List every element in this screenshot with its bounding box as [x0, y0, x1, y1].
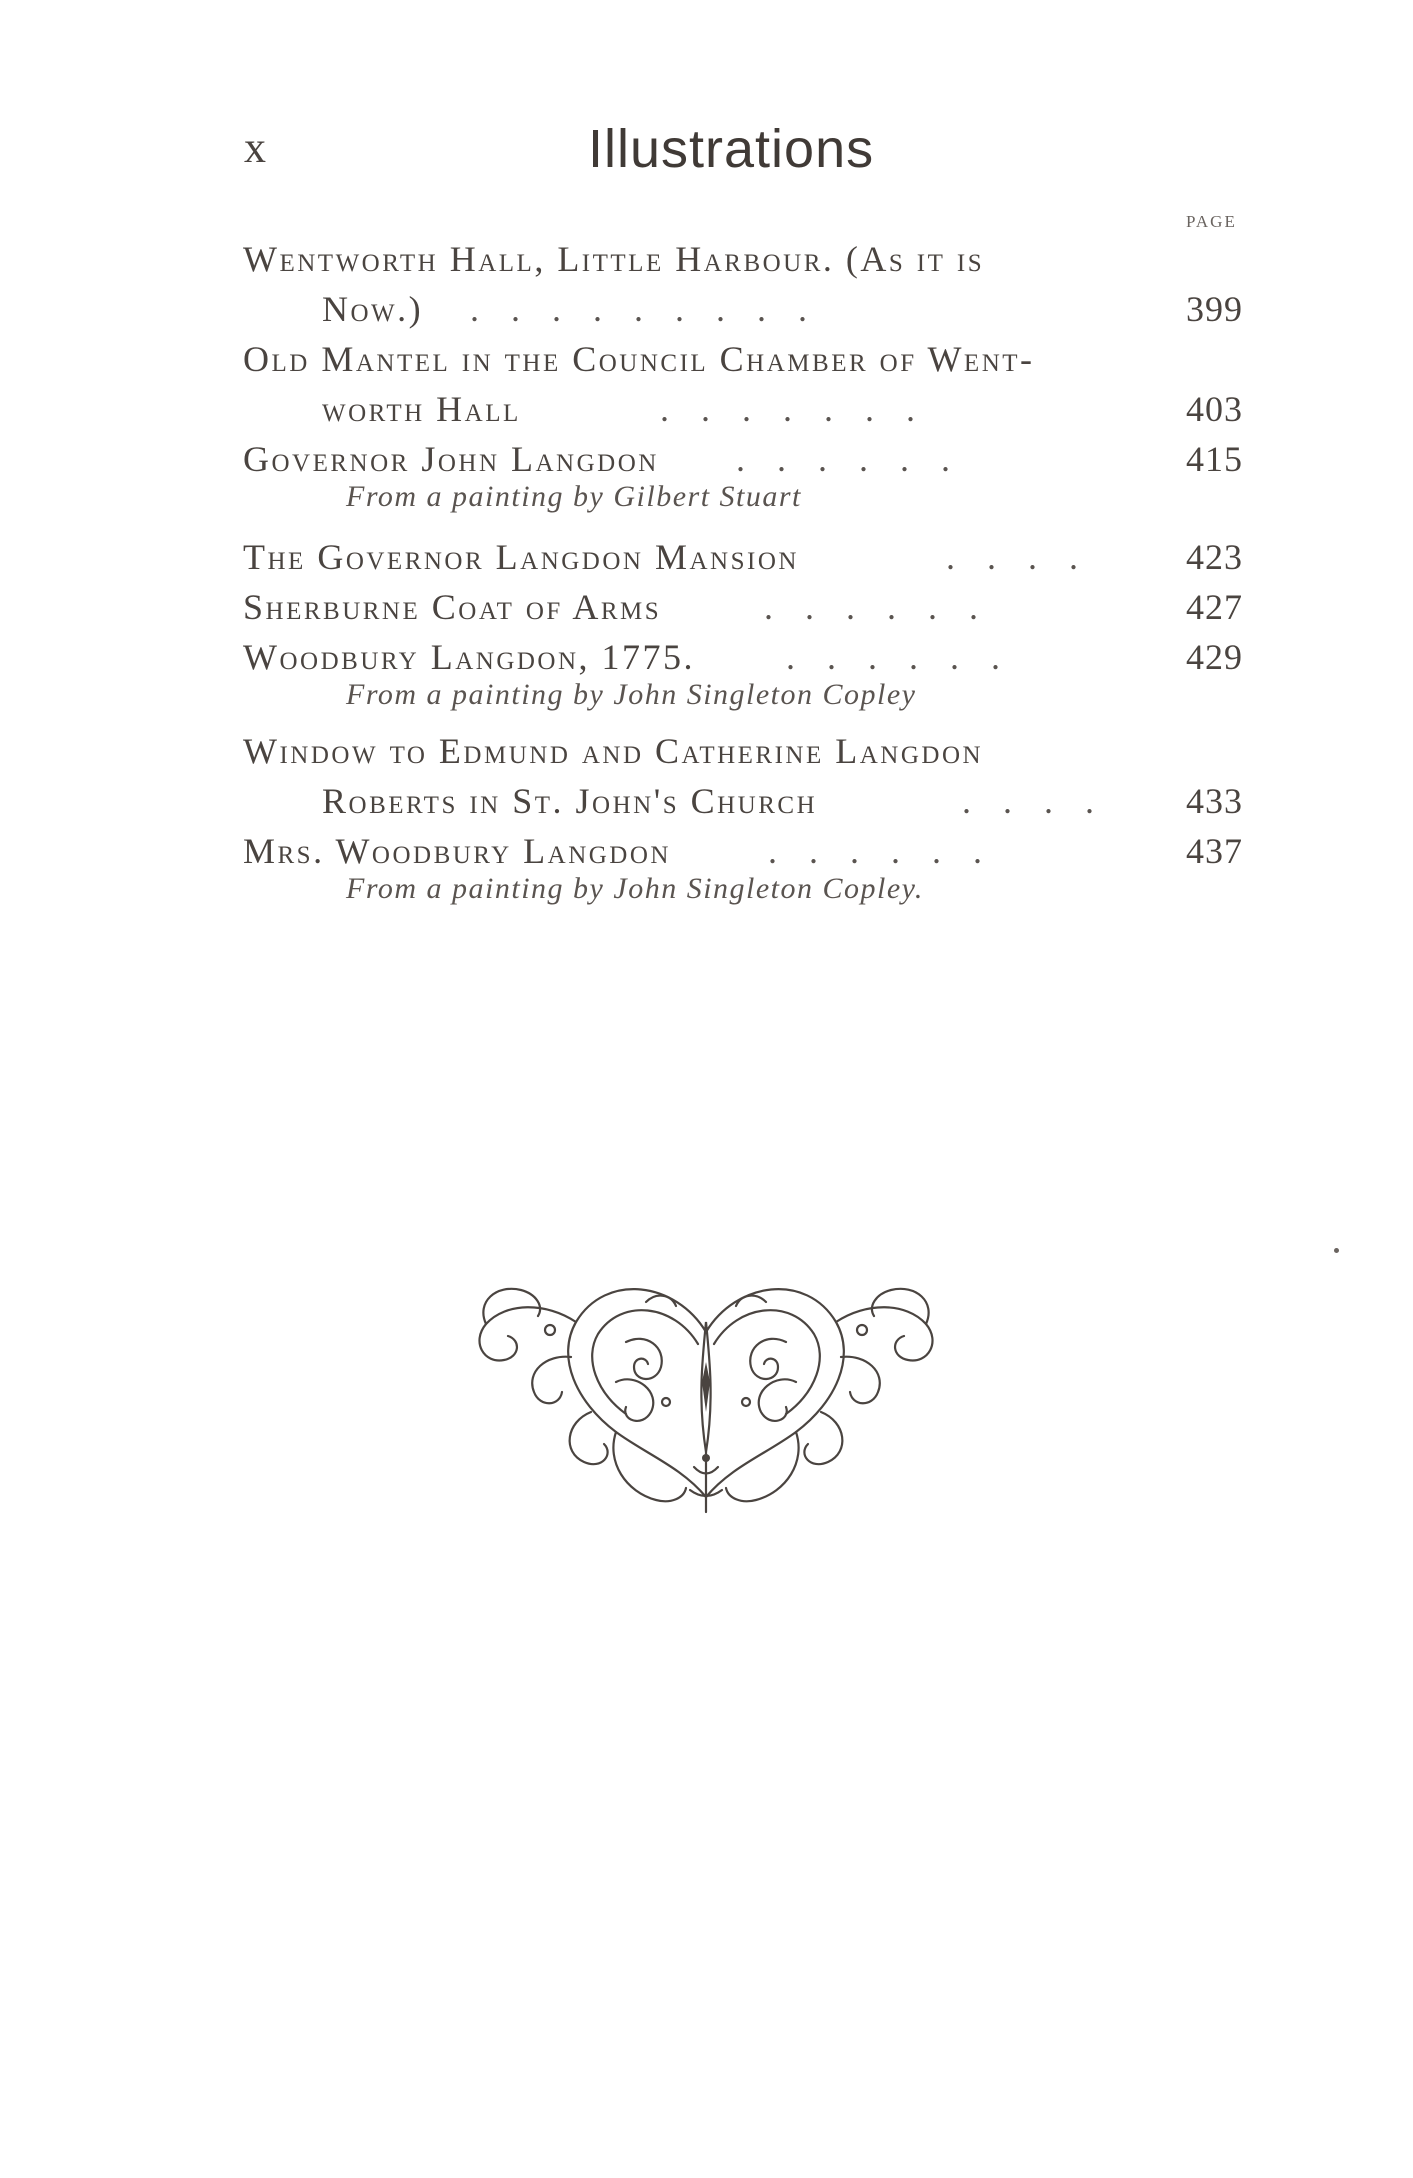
- page-folio: x: [244, 123, 268, 172]
- entry-title-text: Old Mantel in the Council Chamber of Went-: [243, 339, 1035, 379]
- entry-title-text: Woodbury Langdon, 1775.: [243, 637, 696, 677]
- scrollwork-tailpiece-icon: [466, 1262, 946, 1524]
- entry-title-line: [322, 780, 817, 836]
- entry-page-number: 403: [1186, 389, 1243, 429]
- dot-leader: ....: [962, 781, 1126, 821]
- entry-title-text: Mrs. Woodbury Langdon: [243, 831, 671, 871]
- dot-leader: ......: [764, 587, 1010, 627]
- entry-title-text: Sherburne Coat of Arms: [243, 587, 662, 627]
- dot-leader: ....: [946, 537, 1110, 577]
- entry-title-line: [322, 288, 423, 344]
- paper-speck: [1334, 1248, 1339, 1253]
- entry-title-text: Roberts in St. John's Church: [322, 781, 818, 821]
- entry-title-line: [322, 388, 521, 444]
- entry-title-text: Window to Edmund and Catherine Langdon: [243, 731, 984, 771]
- entry-title-text: Wentworth Hall, Little Harbour. (As it is: [243, 239, 985, 279]
- entry-title-line: [243, 536, 799, 592]
- entry-title-line: [243, 338, 1035, 394]
- dot-leader: ......: [768, 831, 1014, 871]
- entry-credit: From a painting by John Singleton Copley: [346, 678, 917, 711]
- entry-title-text: Governor John Langdon: [243, 439, 659, 479]
- entry-page-number: 427: [1186, 587, 1243, 627]
- running-title: Illustrations: [588, 119, 875, 179]
- entry-title-line: [243, 730, 983, 786]
- entry-page-number: 433: [1186, 781, 1243, 821]
- dot-leader: ......: [786, 637, 1032, 677]
- dot-leader: ......: [736, 439, 982, 479]
- entry-title-text: worth Hall: [322, 389, 521, 429]
- entry-title-line: [243, 238, 984, 294]
- entry-title-text: Now.): [322, 289, 424, 329]
- entry-title-line: [243, 586, 661, 642]
- entry-credit: From a painting by John Singleton Copley.: [346, 872, 924, 905]
- page-header: [236, 118, 1246, 188]
- entry-credit: From a painting by Gilbert Stuart: [346, 480, 802, 513]
- dot-leader: .........: [470, 289, 839, 329]
- entry-page-number: 423: [1186, 537, 1243, 577]
- dot-leader: .......: [660, 389, 947, 429]
- page-column-heading: PAGE: [1186, 212, 1237, 231]
- entry-page-number: 429: [1186, 637, 1243, 677]
- entry-title-text: The Governor Langdon Mansion: [243, 537, 799, 577]
- entry-page-number: 399: [1186, 289, 1243, 329]
- entry-page-number: 415: [1186, 439, 1243, 479]
- entry-page-number: 437: [1186, 831, 1243, 871]
